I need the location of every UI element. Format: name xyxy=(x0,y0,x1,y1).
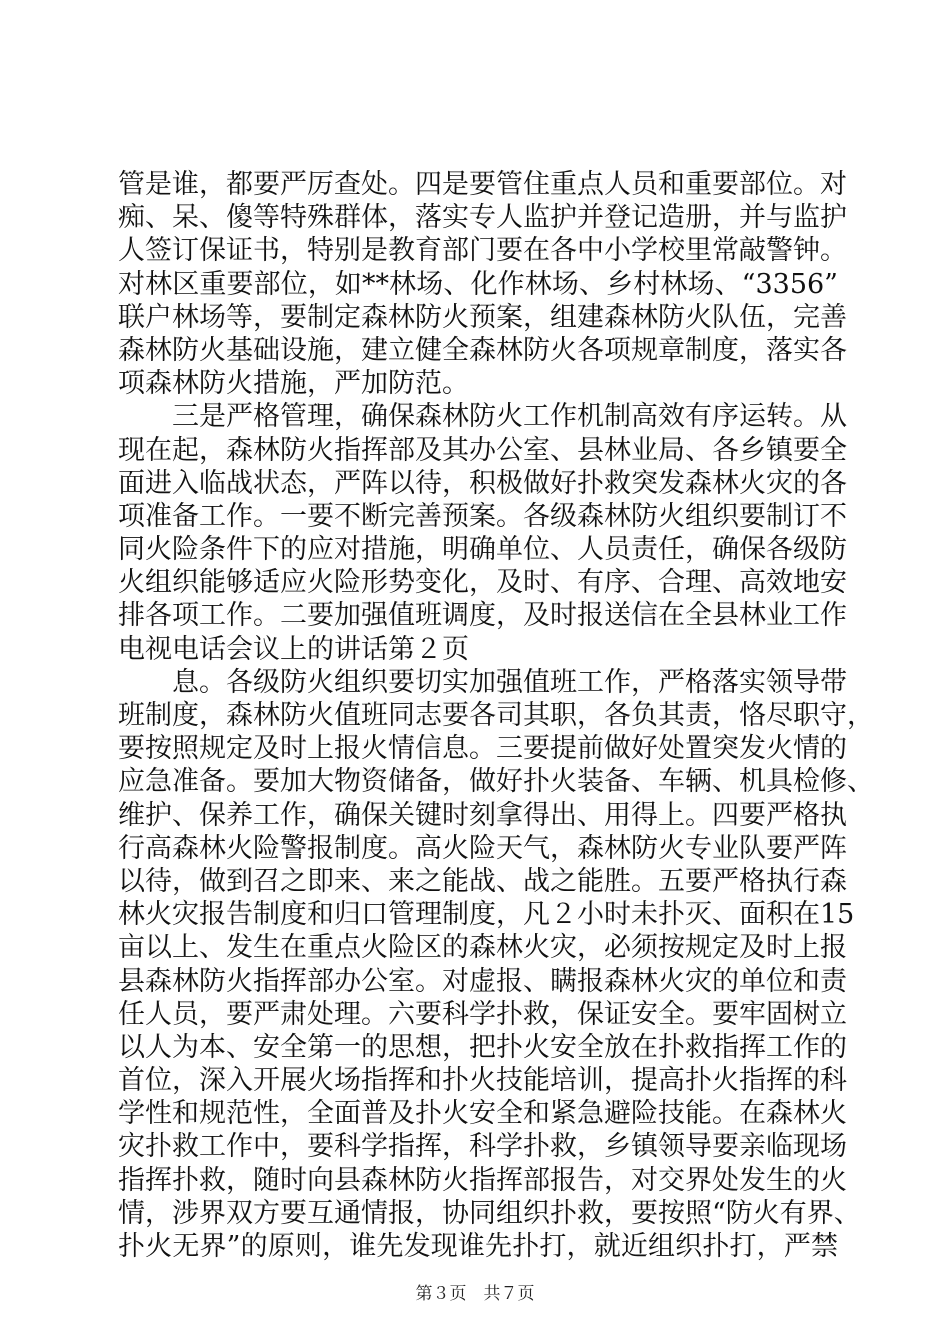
text-line: 三是严格管理，确保森林防火工作机制高效有序运转。从 xyxy=(118,401,847,433)
text-line: 扑火无界”的原则，谁先发现谁先扑打，就近组织扑打，严禁 xyxy=(118,1231,838,1262)
text-line: 首位，深入开展火场指挥和扑火技能培训，提高扑火指挥的科 xyxy=(118,1065,847,1097)
text-line: 县森林防火指挥部办公室。对虚报、瞒报森林火灾的单位和责 xyxy=(118,965,847,997)
text-line: 班制度，森林防火值班同志要各司其职，各负其责，恪尽职守， xyxy=(118,700,874,731)
page-number: 第３页 共７页 xyxy=(415,1284,535,1304)
text-line: 项准备工作。一要不断完善预案。各级森林防火组织要制订不 xyxy=(118,500,847,532)
text-line: 息。各级防火组织要切实加强值班工作，严格落实领导带 xyxy=(118,666,847,698)
text-line: 项森林防火措施，严加防范。 xyxy=(118,368,469,400)
text-line: 管是谁，都要严厉查处。四是要管住重点人员和重要部位。对 xyxy=(118,169,847,200)
text-line: 火组织能够适应火险形势变化，及时、有序、合理、高效地安 xyxy=(118,567,847,599)
text-line: 联户林场等，要制定森林防火预案，组建森林防火队伍，完善 xyxy=(118,301,847,333)
text-line: 人签订保证书，特别是教育部门要在各中小学校里常敲警钟。 xyxy=(118,235,847,267)
text-line: 学性和规范性，全面普及扑火安全和紧急避险技能。在森林火 xyxy=(118,1098,847,1130)
text-line: 以待，做到召之即来、来之能战、战之能胜。五要严格执行森 xyxy=(118,865,847,897)
text-line: 要按照规定及时上报火情信息。三要提前做好处置突发火情的 xyxy=(118,733,847,765)
text-line: 痴、呆、傻等特殊群体，落实专人监护并登记造册，并与监护 xyxy=(118,202,847,234)
text-line: 对林区重要部位，如**林场、化作林场、乡村林场、“3356” xyxy=(118,268,838,300)
text-line: 森林防火基础设施，建立健全森林防火各项规章制度，落实各 xyxy=(118,334,847,366)
text-line: 同火险条件下的应对措施，明确单位、人员责任，确保各级防 xyxy=(118,534,847,566)
text-line: 灾扑救工作中，要科学指挥，科学扑救，乡镇领导要亲临现场 xyxy=(118,1131,847,1163)
text-line: 任人员，要严肃处理。六要科学扑救，保证安全。要牢固树立 xyxy=(118,998,847,1030)
text-line: 以人为本、安全第一的思想，把扑火安全放在扑救指挥工作的 xyxy=(118,1031,847,1063)
document-body xyxy=(118,168,874,1263)
text-line: 应急准备。要加大物资储备，做好扑火装备、车辆、机具检修、 xyxy=(118,766,874,798)
text-line: 现在起，森林防火指挥部及其办公室、县林业局、各乡镇要全 xyxy=(118,434,847,466)
text-line: 维护、保养工作，确保关键时刻拿得出、用得上。四要严格执 xyxy=(118,799,847,831)
page-footer xyxy=(0,1279,950,1304)
text-line: 林火灾报告制度和归口管理制度，凡２小时未扑灭、面积在15 xyxy=(118,899,855,931)
text-line: 亩以上、发生在重点火险区的森林火灾，必须按规定及时上报 xyxy=(118,932,847,964)
text-line: 面进入临战状态，严阵以待，积极做好扑救突发森林火灾的各 xyxy=(118,467,847,499)
text-line: 情，涉界双方要互通情报，协同组织扑救，要按照“防火有界、 xyxy=(118,1197,861,1229)
text-line: 行高森林火险警报制度。高火险天气，森林防火专业队要严阵 xyxy=(118,832,847,864)
text-line: 排各项工作。二要加强值班调度，及时报送信在全县林业工作 xyxy=(118,600,847,632)
text-line: 指挥扑救，随时向县森林防火指挥部报告，对交界处发生的火 xyxy=(118,1164,847,1196)
text-line: 电视电话会议上的讲话第２页 xyxy=(118,633,469,665)
